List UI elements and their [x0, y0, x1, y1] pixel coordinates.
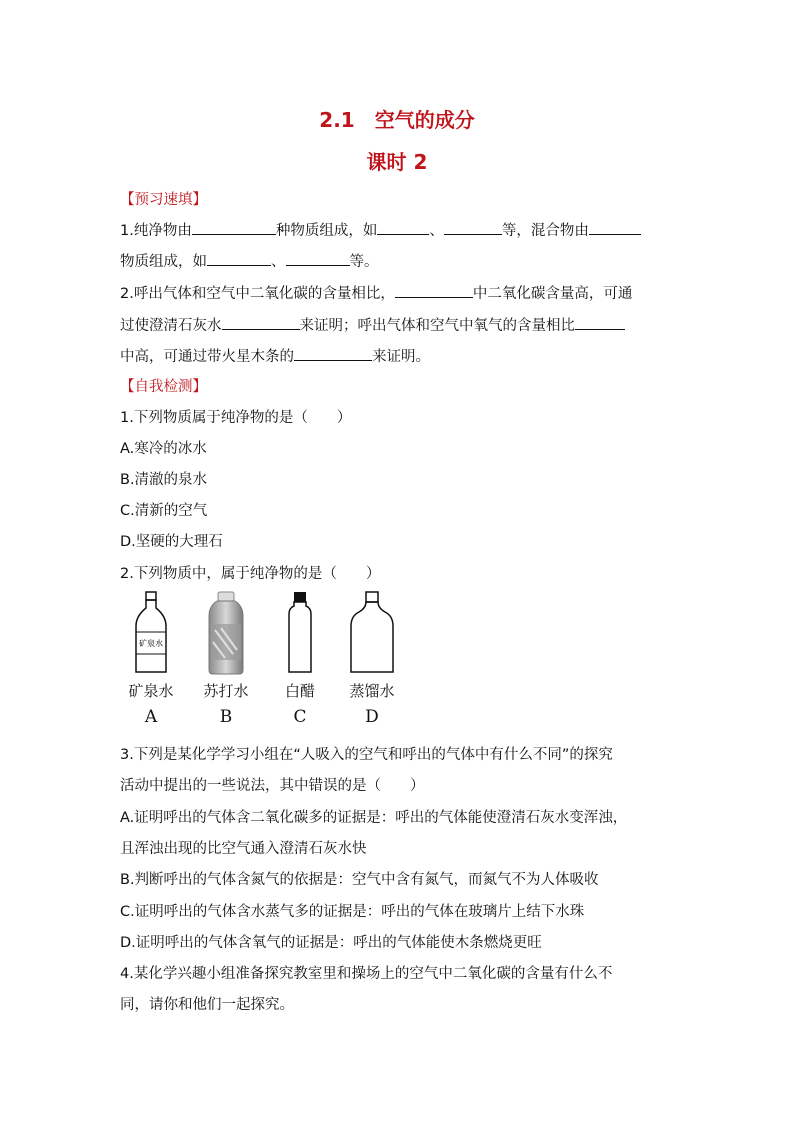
bottle-option-c	[270, 590, 330, 727]
blank[interactable]	[589, 220, 641, 235]
blank[interactable]	[192, 220, 276, 235]
blank[interactable]	[575, 315, 625, 330]
q3-stem-line1: 3.下列是某化学学习小组在“人吸入的空气和呼出的气体中有什么不同”的探究	[120, 747, 613, 763]
q3-option-d: D.证明呼出的气体含氧气的证据是：呼出的气体能使木条燃烧更旺	[120, 935, 542, 951]
q1-option-c: C.清新的空气	[120, 503, 208, 519]
preview-q1-line2: 物质组成，如 、 等。	[120, 250, 379, 271]
q3-option-c: C.证明呼出的气体含水蒸气多的证据是：呼出的气体在玻璃片上结下水珠	[120, 904, 585, 920]
q1-option-a: A.寒冷的冰水	[120, 441, 207, 457]
bottle-option-b	[196, 590, 256, 727]
preview-q2-line1: 2.呼出气体和空气中二氧化碳的含量相比， 中二氧化碳含量高，可通	[120, 282, 632, 303]
bottle-option-a	[121, 590, 181, 727]
q3-stem-line2: 活动中提出的一些说法，其中错误的是（ ）	[120, 778, 425, 794]
bottle-letter: C	[293, 707, 307, 727]
bottle-label: 蒸馏水	[349, 682, 395, 700]
q4-line1: 4.某化学兴趣小组准备探究教室里和操场上的空气中二氧化碳的含量有什么不	[120, 966, 613, 982]
q1-option-b: B.清澈的泉水	[120, 472, 208, 488]
page-title: 2.1 空气的成分	[319, 108, 475, 132]
bottle-label: 白醋	[284, 682, 315, 700]
q3-option-a-line2: 且浑浊出现的比空气通入澄清石灰水快	[120, 841, 367, 857]
blank[interactable]	[286, 251, 350, 266]
blank[interactable]	[395, 283, 473, 298]
bottle-option-d	[342, 590, 402, 727]
preview-q2-line2: 过使澄清石灰水 来证明；呼出气体和空气中氧气的含量相比	[120, 314, 625, 335]
blank[interactable]	[377, 220, 429, 235]
bottle-label: 苏打水	[203, 682, 249, 700]
q4-line2: 同，请你和他们一起探究。	[120, 997, 294, 1013]
q3-option-a-line1: A.证明呼出的气体含二氧化碳多的证据是：呼出的气体能使澄清石灰水变浑浊，	[120, 810, 628, 826]
distilled-water-bottle-icon	[347, 590, 397, 676]
q2-stem: 2.下列物质中，属于纯净物的是（ ）	[120, 566, 381, 582]
vinegar-bottle-icon	[277, 590, 323, 676]
blank[interactable]	[207, 251, 271, 266]
blank[interactable]	[444, 220, 502, 235]
q1-stem: 1.下列物质属于纯净物的是（ ）	[120, 410, 352, 426]
preview-q2-line3: 中高，可通过带火星木条的 来证明。	[120, 345, 430, 366]
q1-option-d: D.坚硬的大理石	[120, 534, 223, 550]
bottle-letter: B	[219, 707, 233, 727]
bottle-label: 矿泉水	[128, 682, 174, 700]
bottles-figure	[118, 590, 418, 730]
section-heading-preview: 【预习速填】	[120, 192, 207, 208]
mineral-water-bottle-icon	[128, 590, 174, 676]
q3-option-b: B.判断呼出的气体含氮气的依据是：空气中含有氮气，而氮气不为人体吸收	[120, 872, 599, 888]
blank[interactable]	[222, 315, 300, 330]
section-heading-check: 【自我检测】	[120, 379, 207, 395]
bottle-text: 矿泉水	[139, 639, 163, 648]
bottle-letter: D	[365, 707, 379, 727]
soda-water-bottle-icon	[203, 590, 249, 676]
blank[interactable]	[294, 346, 372, 361]
preview-q1-line1: 1.纯净物由 种物质组成，如 、 等，混合物由	[120, 219, 641, 240]
page-subtitle: 课时 2	[366, 150, 428, 174]
bottle-letter: A	[144, 707, 158, 727]
